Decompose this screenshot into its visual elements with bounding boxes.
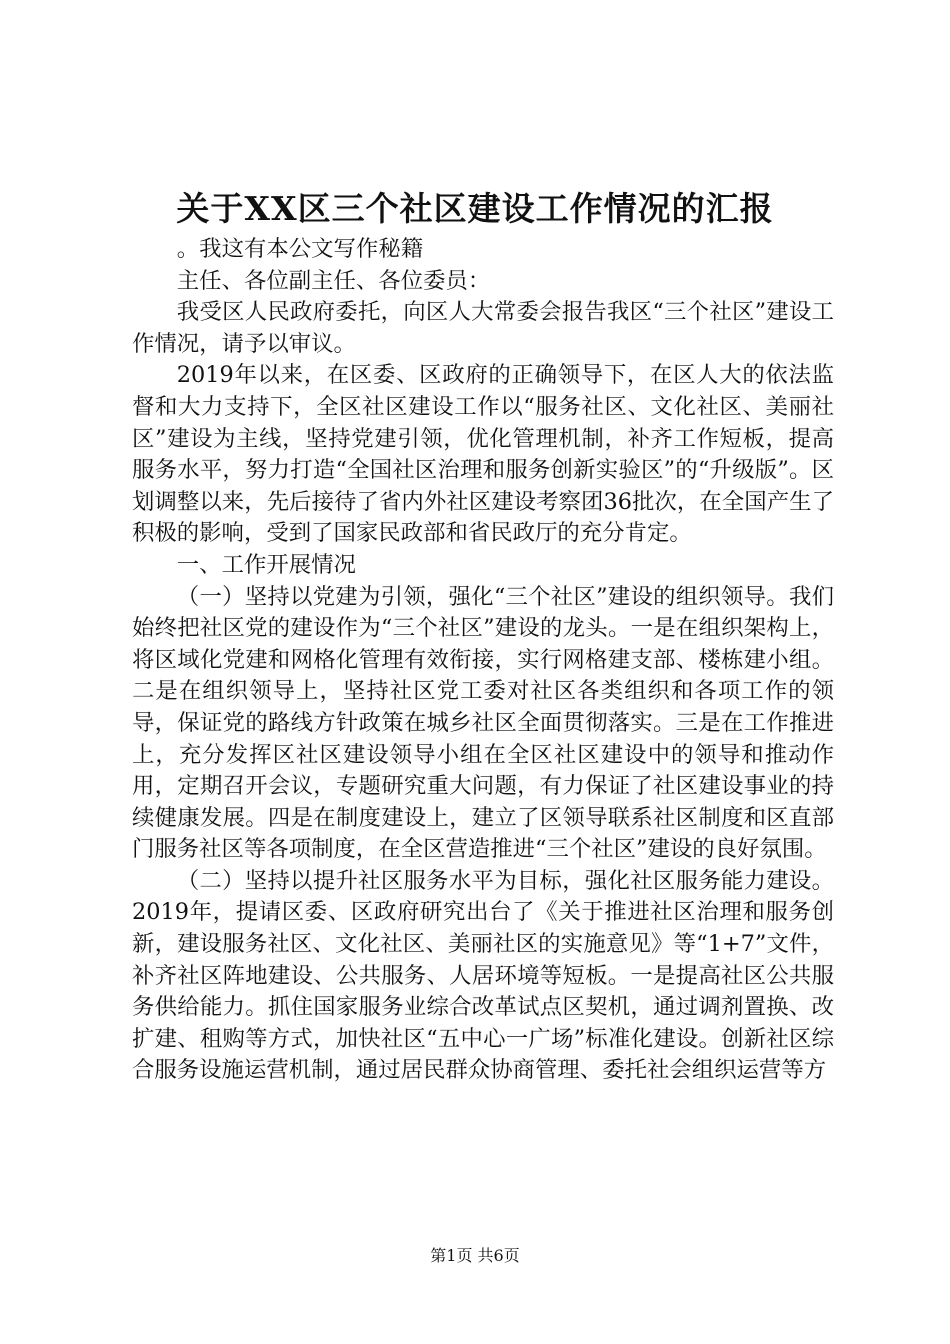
section-heading-work: 一、工作开展情况 bbox=[176, 551, 356, 578]
page-footer: 第1页 共6页 bbox=[430, 1246, 520, 1265]
document-title: 关于XX区三个社区建设工作情况的汇报 bbox=[176, 189, 774, 228]
paragraph-secret-note: 。我这有本公文写作秘籍 bbox=[176, 236, 424, 262]
document-body bbox=[132, 234, 834, 1087]
paragraph-overview: 2019年以来，在区委、区政府的正确领导下，在区人大的依法监督和大力支持下，全区社区建设工作以“服务社区、文化社区、美丽社区”建设为主线，坚持党建引领，优化管理机制，补齐工作短板，提高服务水平，努力打造“全国社区治理和服务创新实验区”的“升级版”。区划调整以来，先后接待了省内外社区建设考察团36批次，在全国产生了积极的影响，受到了国家民政部和省民政厅的充分肯定。 bbox=[132, 362, 834, 547]
paragraph-intro: 我受区人民政府委托，向区人大常委会报告我区“三个社区”建设工作情况，请予以审议。 bbox=[132, 299, 834, 357]
paragraph-salutation: 主任、各位副主任、各位委员： bbox=[176, 267, 491, 294]
paragraph-service-capacity: （二）坚持以提升社区服务水平为目标，强化社区服务能力建设。2019年，提请区委、区政府研究出台了《关于推进社区治理和服务创新，建设服务社区、文化社区、美丽社区的实施意见》等“1+7”文件，补齐社区阵地建设、公共服务、人居环境等短板。一是提高社区公共服务供给能力。抓住国家服务业综合改革试点区契机，通过调剂置换、改扩建、租购等方式，加快社区“五中心一广场”标准化建设。创新社区综合服务设施运营机制，通过居民群众协商管理、委托社会组织运营等方 bbox=[132, 867, 834, 1084]
paragraph-party-leadership: （一）坚持以党建为引领，强化“三个社区”建设的组织领导。我们始终把社区党的建设作为“三个社区”建设的龙头。一是在组织架构上，将区域化党建和网格化管理有效衔接，实行网格建支部、楼栋建小组。二是在组织领导上，坚持社区党工委对社区各类组织和各项工作的领导，保证党的路线方针政策在城乡社区全面贯彻落实。三是在工作推进上，充分发挥区社区建设领导小组在全区社区建设中的领导和推动作用，定期召开会议，专题研究重大问题，有力保证了社区建设事业的持续健康发展。四是在制度建设上，建立了区领导联系社区制度和区直部门服务社区等各项制度，在全区营造推进“三个社区”建设的良好氛围。 bbox=[132, 583, 834, 863]
